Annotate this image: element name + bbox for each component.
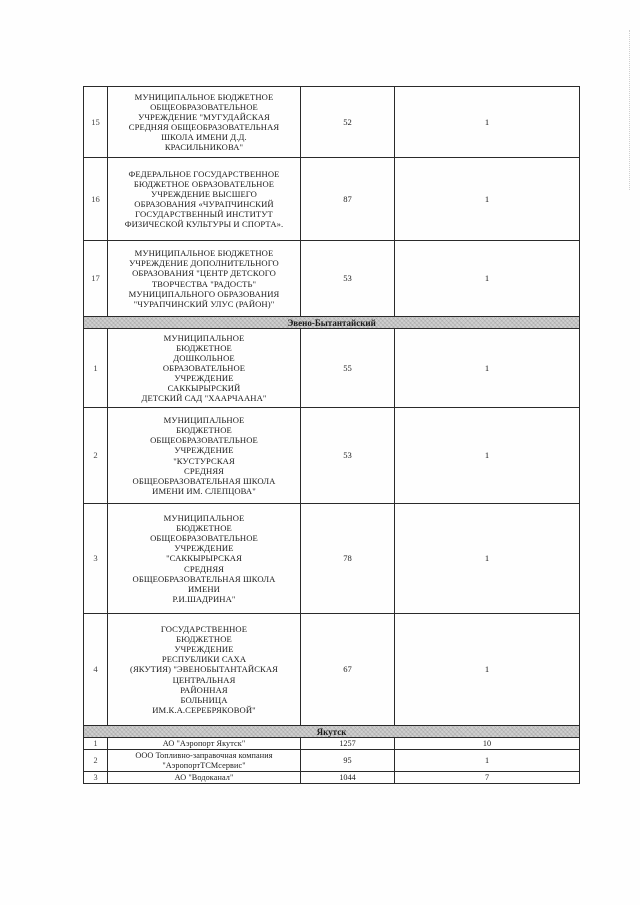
organization-name <box>108 614 301 726</box>
organization-name-line: Р.И.ШАДРИНА" <box>172 593 236 604</box>
organization-name-line: ДЕТСКИЙ САД "ХААРЧААНА" <box>141 393 267 404</box>
organization-name <box>108 504 301 614</box>
table-row <box>84 329 580 408</box>
organization-name-line: ООО Топливно-заправочная компания <box>135 751 273 761</box>
row-number: 2 <box>84 408 108 504</box>
organization-name-line: САККЫРЫРСКИЙ <box>167 383 241 394</box>
value-cell: 53 <box>301 408 395 504</box>
organization-name <box>108 750 301 772</box>
organization-name-line: УЧРЕЖДЕНИЕ ДОПОЛНИТЕЛЬНОГО <box>129 258 279 269</box>
table-row <box>84 750 580 772</box>
organization-name-line: (ЯКУТИЯ) "ЭВЕНОБЫТАНТАЙСКАЯ <box>129 664 278 675</box>
organization-name <box>108 772 301 784</box>
organization-name-line: ИМЕНИ <box>187 583 220 594</box>
table-row <box>84 241 580 317</box>
count-cell: 10 <box>395 738 580 750</box>
organization-name-line: МУНИЦИПАЛЬНОЕ <box>163 415 245 426</box>
organization-name-line: ИМЕНИ ИМ. СЛЕПЦОВА" <box>152 485 256 496</box>
table-row <box>84 408 580 504</box>
row-number: 17 <box>84 241 108 317</box>
count-cell: 1 <box>395 750 580 772</box>
scan-edge-marks <box>629 30 632 190</box>
count-cell: 1 <box>395 504 580 614</box>
value-cell: 78 <box>301 504 395 614</box>
count-cell: 7 <box>395 772 580 784</box>
section-row <box>84 317 580 329</box>
organization-name-line: СРЕДНЯЯ <box>184 563 224 574</box>
row-number: 3 <box>84 504 108 614</box>
organization-name <box>108 738 301 750</box>
table-row <box>84 87 580 158</box>
section-title: Эвено-Бытантайский <box>84 317 580 329</box>
organization-name <box>108 329 301 408</box>
organization-name-line: АО "Водоканал" <box>174 772 234 782</box>
organization-name-line: ОБРАЗОВАНИЯ "ЦЕНТР ДЕТСКОГО <box>132 268 276 279</box>
organization-name-line: "САККЫРЫРСКАЯ <box>166 553 242 564</box>
organization-name-line: УЧРЕЖДЕНИЕ <box>174 445 234 456</box>
section-row <box>84 726 580 738</box>
organization-name-line: ОБЩЕОБРАЗОВАТЕЛЬНОЕ <box>150 533 258 544</box>
count-cell: 1 <box>395 614 580 726</box>
value-cell: 1044 <box>301 772 395 784</box>
organization-name-line: "АэропортТСМсервис" <box>162 760 246 770</box>
row-number: 3 <box>84 772 108 784</box>
organization-name-line: ГОСУДАРСТВЕННЫЙ ИНСТИТУТ <box>135 209 273 220</box>
organization-name-line: МУНИЦИПАЛЬНОЕ <box>163 513 245 524</box>
organization-name-line: УЧРЕЖДЕНИЕ <box>174 644 234 655</box>
organization-name-line: УЧРЕЖДЕНИЕ "МУГУДАЙСКАЯ <box>138 111 270 122</box>
organization-name-line: МУНИЦИПАЛЬНОЕ БЮДЖЕТНОЕ <box>134 91 274 102</box>
value-cell: 67 <box>301 614 395 726</box>
organization-name-line: СРЕДНЯЯ <box>184 465 224 476</box>
table-row <box>84 504 580 614</box>
organization-name-line: БЮДЖЕТНОЕ <box>176 425 232 436</box>
section-title: Якутск <box>84 726 580 738</box>
table-row <box>84 614 580 726</box>
value-cell: 53 <box>301 241 395 317</box>
organization-name-line: ОБЩЕОБРАЗОВАТЕЛЬНОЕ <box>150 101 258 112</box>
value-cell: 55 <box>301 329 395 408</box>
organization-name-line: ОБРАЗОВАНИЯ «ЧУРАПЧИНСКИЙ <box>134 199 274 209</box>
organization-name-line: ЦЕНТРАЛЬНАЯ <box>172 674 236 685</box>
organization-name-line: РЕСПУБЛИКИ САХА <box>161 654 247 665</box>
organization-name-line: ГОСУДАРСТВЕННОЕ <box>160 624 248 635</box>
organization-name-line: ФИЗИЧЕСКОЙ КУЛЬТУРЫ И СПОРТА». <box>124 219 284 230</box>
organization-name-line: МУНИЦИПАЛЬНОЕ БЮДЖЕТНОЕ <box>134 248 274 259</box>
count-cell: 1 <box>395 329 580 408</box>
organization-name-line: "ЧУРАПЧИНСКИЙ УЛУС (РАЙОН)" <box>133 298 275 309</box>
organization-name <box>108 158 301 241</box>
organization-name-line: БОЛЬНИЦА <box>180 694 228 705</box>
organization-name <box>108 87 301 158</box>
organization-name-line: МУНИЦИПАЛЬНОЕ <box>163 332 245 343</box>
organization-name-line: БЮДЖЕТНОЕ ОБРАЗОВАТЕЛЬНОЕ <box>133 178 275 189</box>
row-number: 2 <box>84 750 108 772</box>
organization-name-line: ТВОРЧЕСТВА "РАДОСТЬ" <box>151 278 257 289</box>
organization-name-line: УЧРЕЖДЕНИЕ ВЫСШЕГО <box>151 188 257 199</box>
count-cell: 1 <box>395 158 580 241</box>
organization-name-line: ОБЩЕОБРАЗОВАТЕЛЬНАЯ ШКОЛА <box>132 475 276 486</box>
organization-name-line: ФЕДЕРАЛЬНОЕ ГОСУДАРСТВЕННОЕ <box>128 168 280 179</box>
organization-name-line: ШКОЛА ИМЕНИ Д.Д. <box>161 132 247 143</box>
organizations-table <box>83 86 580 784</box>
organization-name-line: ОБРАЗОВАТЕЛЬНОЕ <box>162 362 246 373</box>
value-cell: 87 <box>301 158 395 241</box>
row-number: 1 <box>84 738 108 750</box>
organization-name-line: УЧРЕЖДЕНИЕ <box>174 543 234 554</box>
table-row <box>84 738 580 750</box>
value-cell: 1257 <box>301 738 395 750</box>
value-cell: 52 <box>301 87 395 158</box>
row-number: 16 <box>84 158 108 241</box>
count-cell: 1 <box>395 87 580 158</box>
organization-name-line: БЮДЖЕТНОЕ <box>176 634 232 645</box>
organization-name-line: УЧРЕЖДЕНИЕ <box>174 373 234 384</box>
organization-name-line: "КУСТУРСКАЯ <box>173 455 235 466</box>
organization-name-line: ИМ.К.А.СЕРЕБРЯКОВОЙ" <box>152 704 256 715</box>
table-body <box>84 87 580 784</box>
count-cell: 1 <box>395 241 580 317</box>
organization-name-line: ОБЩЕОБРАЗОВАТЕЛЬНАЯ ШКОЛА <box>132 573 276 584</box>
organization-name-line: АО "Аэропорт Якутск" <box>162 738 246 748</box>
row-number: 1 <box>84 329 108 408</box>
row-number: 15 <box>84 87 108 158</box>
organization-name-line: ДОШКОЛЬНОЕ <box>173 352 235 363</box>
organization-name-line: МУНИЦИПАЛЬНОГО ОБРАЗОВАНИЯ <box>128 288 280 299</box>
organization-name-line: БЮДЖЕТНОЕ <box>176 342 232 353</box>
organization-name <box>108 241 301 317</box>
organization-name-line: СРЕДНЯЯ ОБЩЕОБРАЗОВАТЕЛЬНАЯ <box>128 122 280 132</box>
organization-name-line: КРАСИЛЬНИКОВА" <box>164 142 244 153</box>
table-row <box>84 772 580 784</box>
value-cell: 95 <box>301 750 395 772</box>
organization-name <box>108 408 301 504</box>
organization-name-line: ОБЩЕОБРАЗОВАТЕЛЬНОЕ <box>150 435 258 446</box>
row-number: 4 <box>84 614 108 726</box>
table-row <box>84 158 580 241</box>
organization-name-line: БЮДЖЕТНОЕ <box>176 523 232 534</box>
count-cell: 1 <box>395 408 580 504</box>
organization-name-line: РАЙОННАЯ <box>180 684 228 695</box>
